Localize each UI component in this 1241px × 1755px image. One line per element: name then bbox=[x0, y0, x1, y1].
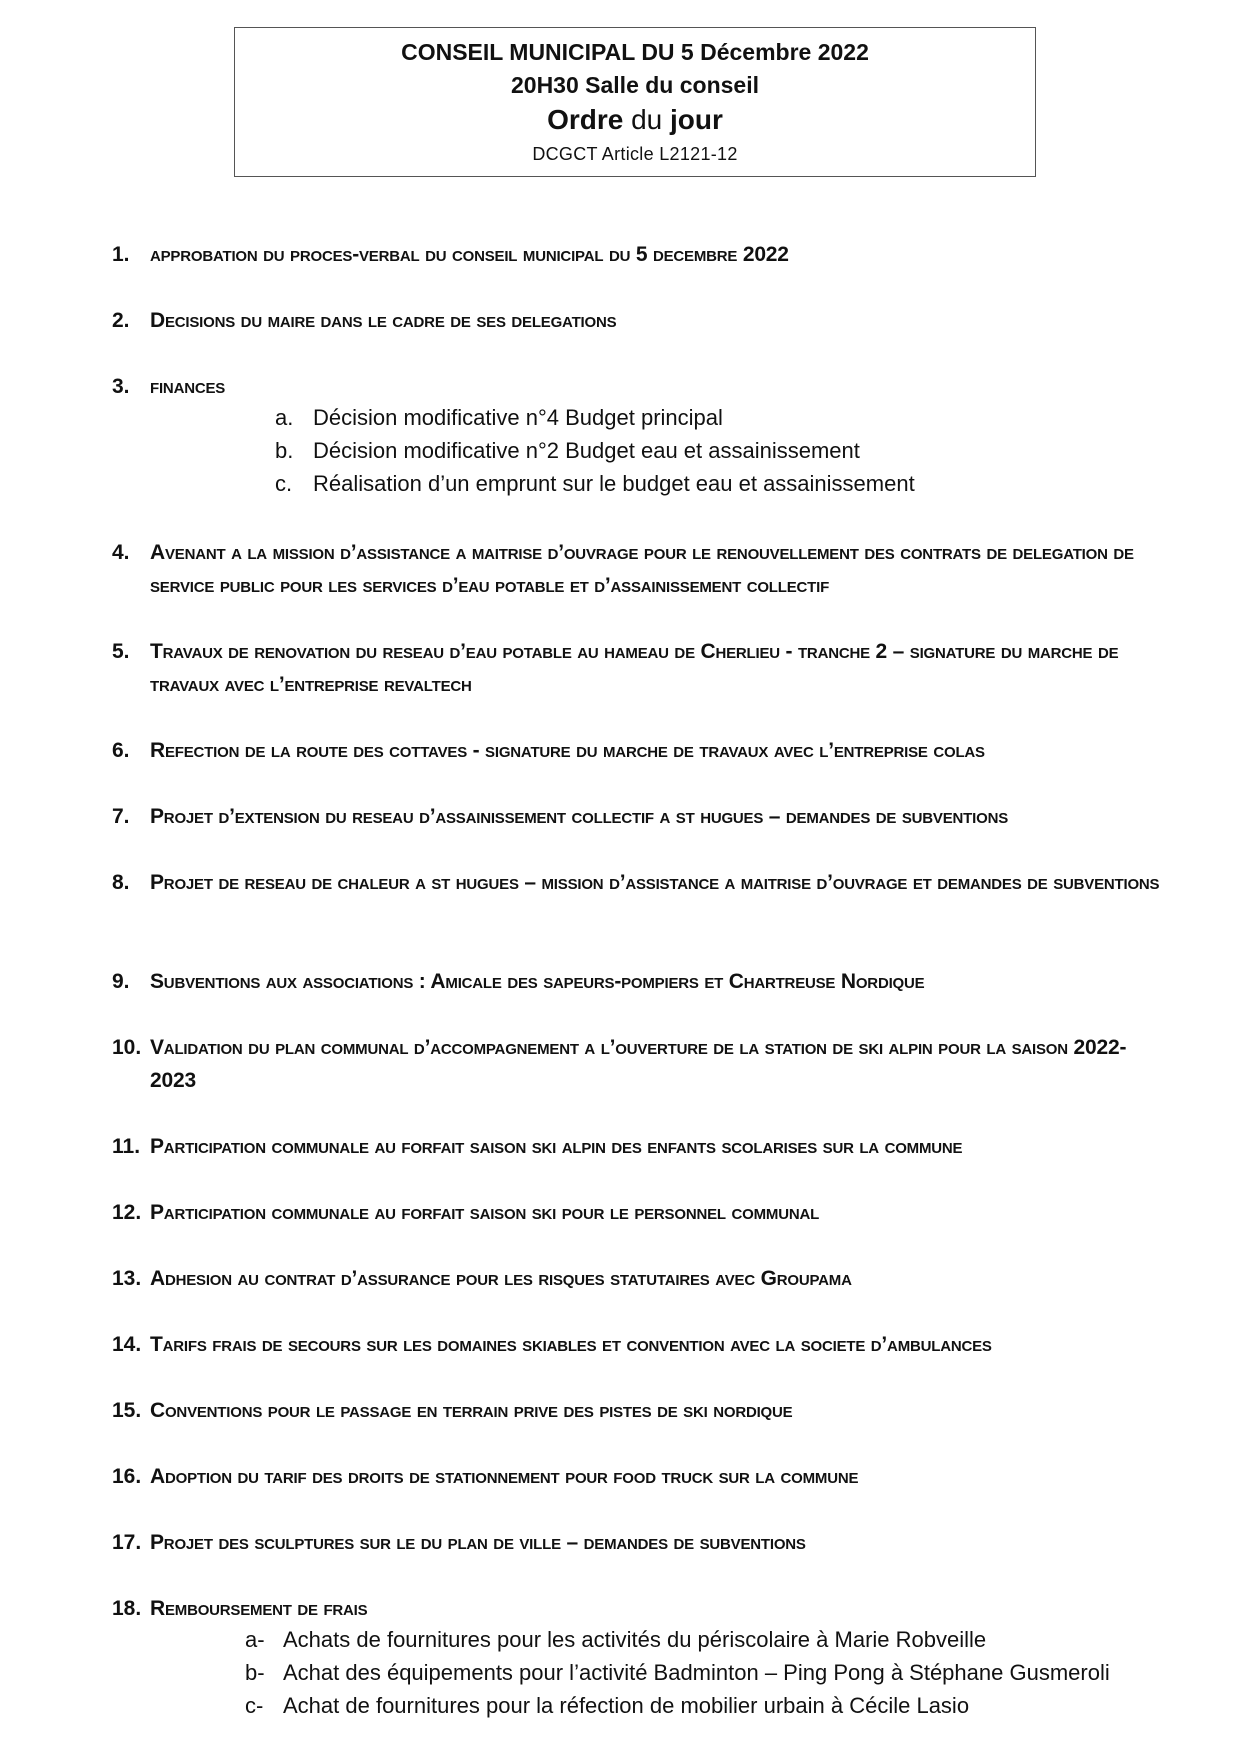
subitem-text: Décision modificative n°4 Budget principal bbox=[313, 405, 723, 430]
agenda-item-title: Participation communale au forfait saison ski pour le personnel communal bbox=[150, 1201, 820, 1224]
meeting-title: CONSEIL MUNICIPAL DU 5 Décembre 2022 bbox=[401, 39, 869, 65]
agenda-item-number: 6. bbox=[112, 739, 130, 762]
agenda-item-number: 16. bbox=[112, 1465, 142, 1488]
agenda-item-12 bbox=[112, 1196, 1172, 1229]
agenda-subitem-3a bbox=[275, 401, 723, 434]
agenda-subitem-3b bbox=[275, 434, 860, 467]
subitem-text: Réalisation d’un emprunt sur le budget eau et assainissement bbox=[313, 471, 915, 496]
agenda-item-10 bbox=[112, 1031, 1172, 1097]
agenda-item-18 bbox=[112, 1592, 1172, 1625]
agenda-item-title: Projet d’extension du reseau d’assainissement collectif a st hugues – demandes de subventions bbox=[150, 805, 1009, 828]
agenda-item-number: 10. bbox=[112, 1036, 142, 1059]
agenda-item-number: 2. bbox=[112, 309, 130, 332]
agenda-item-14 bbox=[112, 1328, 1172, 1361]
agenda-item-16 bbox=[112, 1460, 1172, 1493]
subitem-text: Achats de fournitures pour les activités du périscolaire à Marie Robveille bbox=[283, 1627, 987, 1652]
agenda-subitem-3c bbox=[275, 467, 915, 500]
agenda-item-7 bbox=[112, 800, 1172, 833]
agenda-item-4 bbox=[112, 536, 1172, 602]
agenda-item-number: 7. bbox=[112, 805, 130, 828]
agenda-item-title: Travaux de renovation du reseau d’eau potable au hameau de Cherlieu - tranche 2 – signature du marche de travaux avec l’entreprise revaltech bbox=[150, 640, 1119, 696]
agenda-item-9 bbox=[112, 965, 1172, 998]
agenda-subitem-18b bbox=[245, 1656, 1110, 1689]
subitem-letter: c- bbox=[245, 1693, 264, 1718]
agenda-item-1 bbox=[112, 238, 1172, 271]
agenda-heading-word-3: jour bbox=[670, 104, 723, 135]
agenda-item-17 bbox=[112, 1526, 1172, 1559]
agenda-subitem-18c bbox=[245, 1689, 969, 1722]
agenda-item-6 bbox=[112, 734, 1172, 767]
agenda-item-number: 9. bbox=[112, 970, 130, 993]
agenda-item-number: 18. bbox=[112, 1597, 142, 1620]
agenda-item-number: 5. bbox=[112, 640, 130, 663]
agenda-item-11 bbox=[112, 1130, 1172, 1163]
legal-reference: DCGCT Article L2121-12 bbox=[532, 144, 738, 164]
agenda-item-title: Adhesion au contrat d’assurance pour les risques statutaires avec Groupama bbox=[150, 1267, 852, 1290]
agenda-item-number: 3. bbox=[112, 375, 130, 398]
subitem-text: Achat de fournitures pour la réfection de mobilier urbain à Cécile Lasio bbox=[283, 1693, 970, 1718]
agenda-item-number: 13. bbox=[112, 1267, 142, 1290]
meeting-time-place: 20H30 Salle du conseil bbox=[510, 72, 759, 98]
subitem-text: Achat des équipements pour l’activité Badminton – Ping Pong à Stéphane Gusmeroli bbox=[283, 1660, 1110, 1685]
agenda-item-title: Avenant a la mission d’assistance a maitrise d’ouvrage pour le renouvellement des contrats de delegation de service public pour les services d’eau potable et d’assainissement collectif bbox=[150, 541, 1134, 597]
agenda-item-title: approbation du proces-verbal du conseil municipal du 5 decembre 2022 bbox=[150, 243, 789, 266]
subitem-letter: c. bbox=[275, 471, 293, 496]
agenda-item-number: 17. bbox=[112, 1531, 142, 1554]
subitem-letter: b- bbox=[245, 1660, 265, 1685]
agenda-item-number: 1. bbox=[112, 243, 130, 266]
agenda-heading-word-2: du bbox=[623, 104, 671, 135]
agenda-item-title: Validation du plan communal d’accompagnement a l’ouverture de la station de ski alpin pour la saison 2022-2023 bbox=[150, 1036, 1127, 1092]
agenda-heading-word-1: Ordre bbox=[547, 104, 624, 135]
agenda-item-title: Decisions du maire dans le cadre de ses delegations bbox=[150, 309, 617, 332]
agenda-item-title: Subventions aux associations : Amicale des sapeurs-pompiers et Chartreuse Nordique bbox=[150, 970, 925, 993]
agenda-item-13 bbox=[112, 1262, 1172, 1295]
subitem-letter: a- bbox=[245, 1627, 265, 1652]
subitem-letter: a. bbox=[275, 405, 294, 430]
agenda-item-15 bbox=[112, 1394, 1172, 1427]
agenda-item-8 bbox=[112, 866, 1172, 899]
agenda-item-title: Tarifs frais de secours sur les domaines skiables et convention avec la societe d’ambulances bbox=[150, 1333, 992, 1356]
agenda-item-number: 12. bbox=[112, 1201, 142, 1224]
agenda-item-number: 15. bbox=[112, 1399, 142, 1422]
agenda-item-title: Adoption du tarif des droits de stationnement pour food truck sur la commune bbox=[150, 1465, 859, 1488]
agenda-item-2 bbox=[112, 304, 1172, 337]
agenda-item-number: 8. bbox=[112, 871, 130, 894]
agenda-subitem-18a bbox=[245, 1623, 986, 1656]
agenda-item-title: Projet de reseau de chaleur a st hugues – mission d’assistance a maitrise d’ouvrage et demandes de subventions bbox=[150, 871, 1160, 894]
agenda-item-number: 11. bbox=[112, 1135, 141, 1158]
agenda-item-5 bbox=[112, 635, 1172, 701]
agenda-item-number: 14. bbox=[112, 1333, 142, 1356]
subitem-text: Décision modificative n°2 Budget eau et assainissement bbox=[313, 438, 860, 463]
agenda-item-title: Conventions pour le passage en terrain prive des pistes de ski nordique bbox=[150, 1399, 793, 1422]
agenda-item-number: 4. bbox=[112, 541, 130, 564]
agenda-item-title: Projet des sculptures sur le du plan de ville – demandes de subventions bbox=[150, 1531, 806, 1554]
agenda-item-title: Refection de la route des cottaves - signature du marche de travaux avec l’entreprise colas bbox=[150, 739, 985, 762]
agenda-item-title: Remboursement de frais bbox=[150, 1597, 368, 1620]
agenda-item-title: Participation communale au forfait saison ski alpin des enfants scolarises sur la commune bbox=[150, 1135, 963, 1158]
agenda-item-3 bbox=[112, 370, 1172, 403]
subitem-letter: b. bbox=[275, 438, 294, 463]
agenda-item-title: finances bbox=[150, 375, 226, 398]
